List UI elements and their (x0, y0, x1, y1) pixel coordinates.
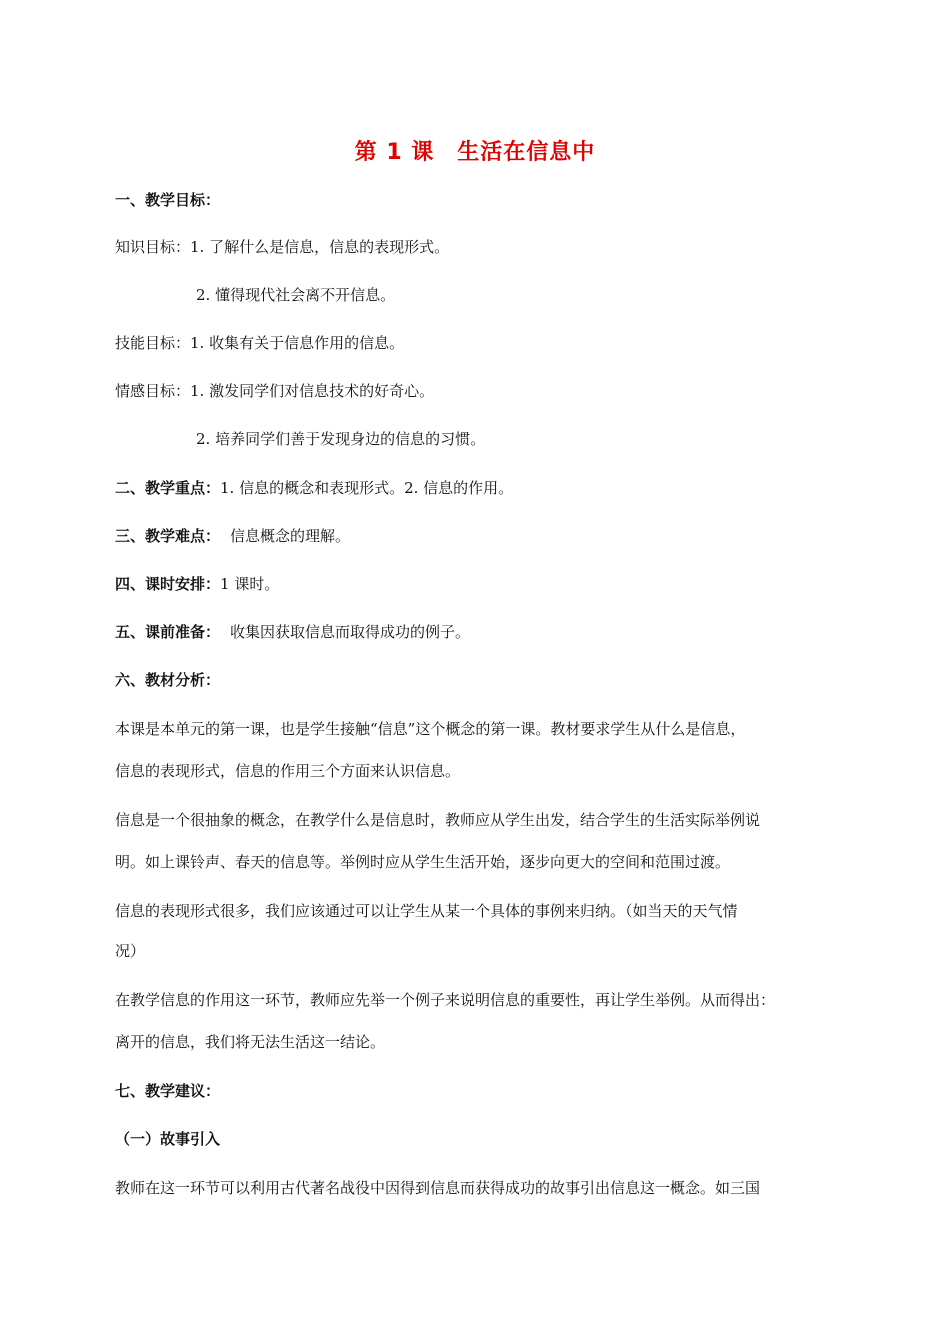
preparation-line (115, 622, 470, 642)
analysis-paragraph-3-line-2: 况） (115, 942, 146, 960)
knowledge-goal-line-1 (115, 237, 449, 257)
schedule-text: 1 课时。 (220, 575, 280, 593)
preparation-text: 收集因获取信息而取得成功的例子。 (230, 623, 471, 641)
key-points-text: 1. 信息的概念和表现形式。2. 信息的作用。 (220, 479, 514, 497)
knowledge-goal-item-1: 1. 了解什么是信息，信息的表现形式。 (190, 238, 450, 256)
preparation-heading: 五、课前准备： (115, 623, 221, 641)
section-heading-suggestions: 七、教学建议： (115, 1082, 221, 1100)
difficulty-heading: 三、教学难点： (115, 527, 221, 545)
analysis-paragraph-2-line-2: 明。如上课铃声、春天的信息等。举例时应从学生生活开始，逐步向更大的空间和范围过渡。 (115, 853, 731, 871)
skill-goal-item-1: 1. 收集有关于信息作用的信息。 (190, 334, 405, 352)
skill-goal-line (115, 333, 404, 353)
analysis-paragraph-2-line-1: 信息是一个很抽象的概念，在教学什么是信息时，教师应从学生出发，结合学生的生活实际举例说 (115, 811, 761, 829)
schedule-heading: 四、课时安排： (115, 575, 221, 593)
section-heading-analysis: 六、教材分析： (115, 671, 221, 689)
skill-goal-label: 技能目标： (115, 334, 191, 352)
analysis-paragraph-4-line-2: 离开的信息，我们将无法生活这一结论。 (115, 1033, 386, 1051)
analysis-paragraph-4-line-1: 在教学信息的作用这一环节，教师应先举一个例子来说明信息的重要性，再让学生举例。从而得出： (115, 991, 776, 1009)
suggestion-paragraph-1-line-1: 教师在这一环节可以利用古代著名战役中因得到信息而获得成功的故事引出信息这一概念。如三国 (115, 1179, 761, 1197)
knowledge-goal-item-2: 2. 懂得现代社会离不开信息。 (196, 286, 396, 304)
section-heading-goals: 一、教学目标： (115, 191, 221, 209)
key-points-line (115, 478, 513, 498)
lesson-title: 第 1 课 生活在信息中 (354, 140, 596, 165)
difficulty-text: 信息概念的理解。 (230, 527, 351, 545)
emotion-goal-label: 情感目标： (115, 382, 191, 400)
emotion-goal-line-1 (115, 381, 434, 401)
schedule-line (115, 574, 279, 594)
emotion-goal-item-1: 1. 激发同学们对信息技术的好奇心。 (190, 382, 435, 400)
analysis-paragraph-3-line-1: 信息的表现形式很多，我们应该通过可以让学生从某一个具体的事例来归纳。（如当天的天气情 (115, 902, 738, 920)
subsection-heading-story: （一）故事引入 (115, 1130, 221, 1148)
difficulty-line (115, 526, 350, 546)
key-points-heading: 二、教学重点： (115, 479, 221, 497)
analysis-paragraph-1-line-2: 信息的表现形式，信息的作用三个方面来认识信息。 (115, 762, 461, 780)
analysis-paragraph-1-line-1: 本课是本单元的第一课，也是学生接触“信息”这个概念的第一课。教材要求学生从什么是信息， (115, 720, 746, 738)
emotion-goal-item-2: 2. 培养同学们善于发现身边的信息的习惯。 (196, 430, 486, 448)
knowledge-goal-label: 知识目标： (115, 238, 191, 256)
